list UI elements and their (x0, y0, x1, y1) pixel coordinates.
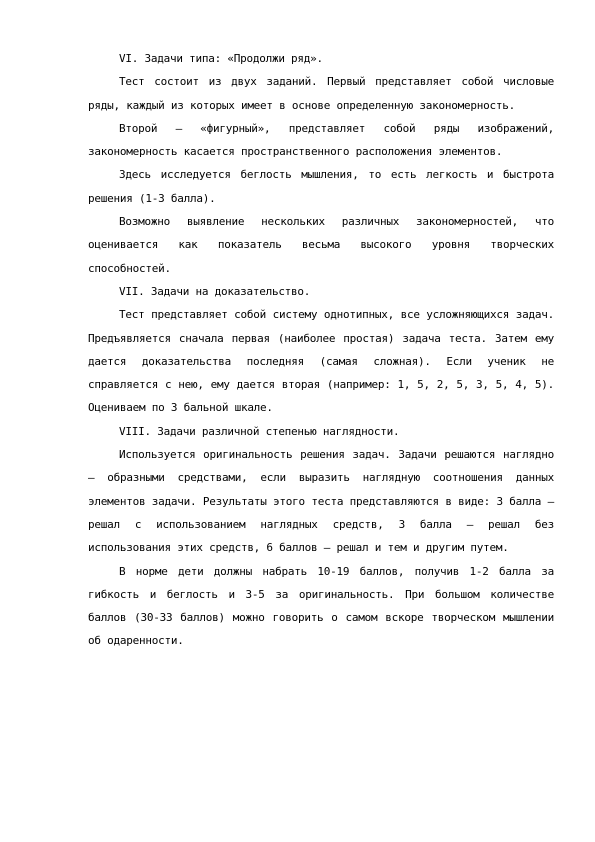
paragraph: Второй – «фигурный», представляет собой ряды изображений, закономерность касается пространственного расположения элементов. (88, 121, 554, 159)
paragraph: Тест представляет собой систему однотипных, все усложняющихся задач. Предъявляется сначала первая (наиболее простая) задача теста. Затем ему дается доказательства последняя (самая сложная). Если ученик не справляется с нею, ему дается вторая (например: 1, 5, 2, 5, 3, 5, 4, 5). Оцениваем по 3 бальной шкале. (88, 308, 554, 415)
document-page (88, 47, 554, 653)
paragraph: Здесь исследуется беглость мышления, то есть легкость и быстрота решения (1-3 балла). (88, 168, 554, 205)
paragraph: Тест состоит из двух заданий. Первый представляет собой числовые ряды, каждый из которых имеет в основе определенную закономерность. (88, 75, 554, 112)
section-heading-8: VIII. Задачи различной степенью наглядности. (119, 424, 400, 438)
section-heading-7: VII. Задачи на доказательство. (119, 284, 311, 298)
section-heading-6: VI. Задачи типа: «Продолжи ряд». (119, 52, 323, 65)
paragraph: Используется оригинальность решения задач. Задачи решаются наглядно – образными средствами, если выразить наглядную соотношения данных элементов задачи. Результаты этого теста представляются в виде: 3 балла – решал с использованием наглядных средств, 3 балла – решал без использования этих средств, 6 баллов – решал и тем и другим путем. (88, 448, 554, 555)
paragraph: В норме дети должны набрать 10-19 баллов, получив 1-2 балла за гибкость и беглость и 3-5 за оригинальность. При большом количестве баллов (30-33 баллов) можно говорить о самом вскоре творческом мышлении об одаренности. (88, 564, 554, 648)
paragraph: Возможно выявление нескольких различных закономерностей, что оценивается как показатель весьма высокого уровня творческих способностей. (88, 215, 554, 275)
